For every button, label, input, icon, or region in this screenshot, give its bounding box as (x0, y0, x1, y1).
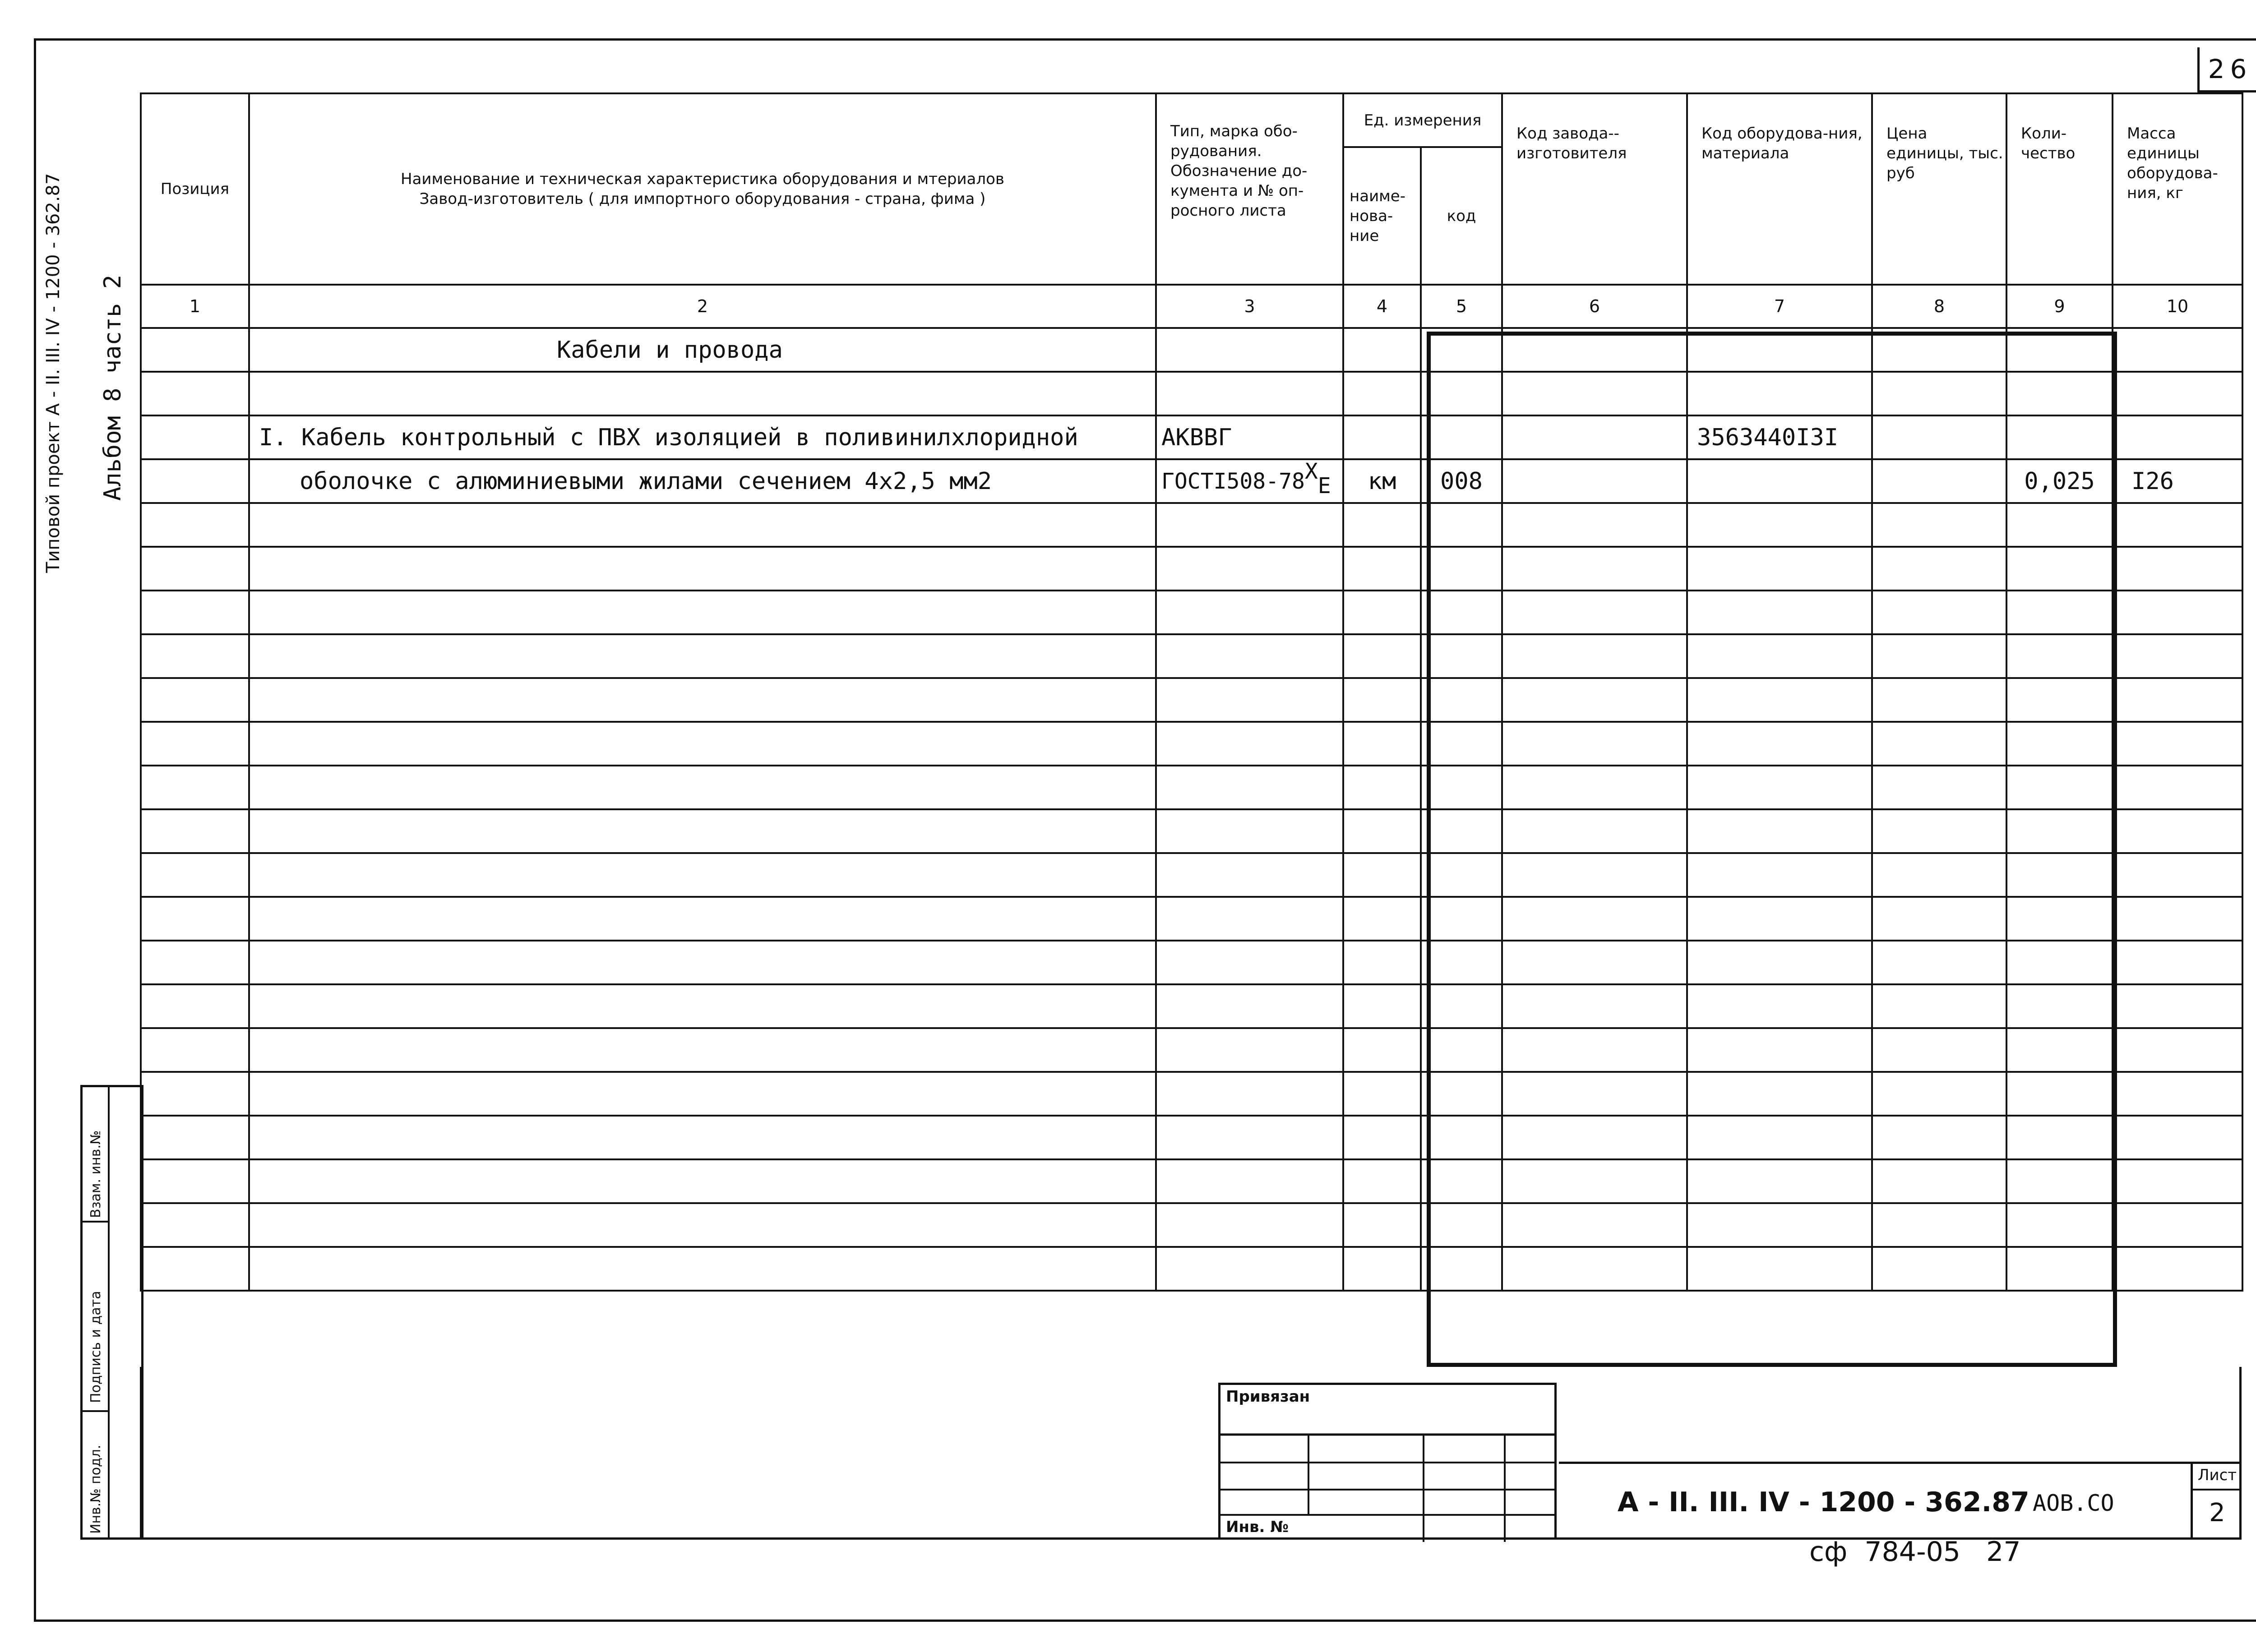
col-number: 4 (1343, 285, 1421, 328)
project-label: Типовой проект А - II. III. IV - 1200 - 362.87 (43, 173, 64, 573)
table-row (141, 1203, 2242, 1247)
header-units: Ед. измерения (1343, 93, 1502, 147)
sheet-corner-number: 26 (2197, 47, 2256, 92)
table-row (141, 853, 2242, 897)
header-material-code: Код оборудова-ния, материала (1687, 93, 1872, 285)
item-unit-name: км (1343, 459, 1421, 503)
table-row (141, 328, 2242, 372)
table-row (141, 941, 2242, 984)
header-unit-code: код (1421, 147, 1502, 285)
col-number: 9 (2006, 285, 2113, 328)
item-unit-code: 008 (1421, 459, 1502, 503)
stamp-podpis-label: Подпись и дата (88, 1291, 104, 1403)
col-number: 5 (1421, 285, 1502, 328)
stamp-column (80, 1085, 143, 1540)
footer-note: сф 784-05 27 (1809, 1536, 2021, 1568)
header-name-line2: Завод-изготовитель ( для импортного оборудования - страна, фима ) (419, 190, 986, 208)
col-number: 3 (1156, 285, 1343, 328)
album-label: Альбом 8 часть 2 (99, 275, 126, 501)
item-type: АКВВГ (1156, 415, 1343, 459)
table-row (141, 503, 2242, 547)
document-code: А - II. III. IV - 1200 - 362.87 (1618, 1486, 2029, 1518)
col-number: 7 (1687, 285, 1872, 328)
table-row (141, 1247, 2242, 1291)
list-label: Лист (2193, 1462, 2242, 1490)
table-row (141, 722, 2242, 766)
header-mass: Масса единицы оборудова-ния, кг (2113, 93, 2242, 285)
table-row (141, 459, 2242, 503)
header-position: Позиция (141, 93, 249, 285)
list-number: 2 (2209, 1498, 2225, 1527)
item-mass: I26 (2113, 459, 2242, 503)
header-type: Тип, марка обо-рудования. Обозначение до-кумента и № оп-росного листа (1156, 93, 1343, 285)
col-number: 1 (141, 285, 249, 328)
header-factory-code: Код завода--изготовителя (1502, 93, 1687, 285)
table-row (141, 984, 2242, 1028)
item-name-line1: I. Кабель контрольный с ПВХ изоляцией в поливинилхлоридной (249, 415, 1156, 459)
privyazan-block (1218, 1383, 1557, 1540)
inv-no-label: Инв. № (1226, 1518, 1289, 1536)
item-quantity: 0,025 (2006, 459, 2113, 503)
item-material-code: 3563440I3I (1687, 415, 1872, 459)
col-number: 6 (1502, 285, 1687, 328)
table-row (141, 1028, 2242, 1072)
header-name-line1: Наименование и техническая характеристика оборудования и мтериалов (401, 170, 1004, 188)
stamp-vzam (83, 1087, 110, 1223)
stamp-inv-label: Инв.№ подл. (88, 1444, 104, 1534)
item-doc-number: ГОСТI508-78 (1161, 468, 1305, 494)
header-quantity: Коли-чество (2006, 93, 2113, 285)
table-row (141, 897, 2242, 941)
header-price: Цена единицы, тыс. руб (1872, 93, 2006, 285)
table-row (141, 415, 2242, 459)
table-row (141, 1072, 2242, 1116)
table-row (141, 678, 2242, 722)
table-row (141, 766, 2242, 809)
table-row (141, 1159, 2242, 1203)
document-code-box (1559, 1462, 2242, 1540)
stamp-vzam-label: Взам. инв.№ (88, 1130, 104, 1218)
table-row (141, 809, 2242, 853)
section-title: Кабели и провода (249, 328, 1156, 372)
header-name (249, 93, 1156, 285)
item-doc (1156, 459, 1343, 503)
table-row (141, 547, 2242, 591)
specification-table (140, 92, 2243, 1292)
privyazan-label: Привязан (1226, 1388, 1310, 1406)
stamp-inv (83, 1412, 110, 1538)
table-row (141, 1116, 2242, 1159)
col-number: 8 (1872, 285, 2006, 328)
stamp-podpis (83, 1223, 110, 1412)
col-number: 10 (2113, 285, 2242, 328)
table-row (141, 634, 2242, 678)
col-number: 2 (249, 285, 1156, 328)
item-name-line2: оболочке с алюминиевыми жилами сечением 4х2,5 мм2 (249, 459, 1156, 503)
list-box (2191, 1462, 2242, 1540)
item-doc-sub: Е (1318, 473, 1331, 498)
header-unit-name: наиме-нова-ние (1343, 147, 1421, 285)
table-row (141, 372, 2242, 415)
table-row (141, 591, 2242, 634)
item-doc-sup: Х (1304, 459, 1318, 484)
document-suffix: АОВ.СО (2033, 1490, 2114, 1516)
